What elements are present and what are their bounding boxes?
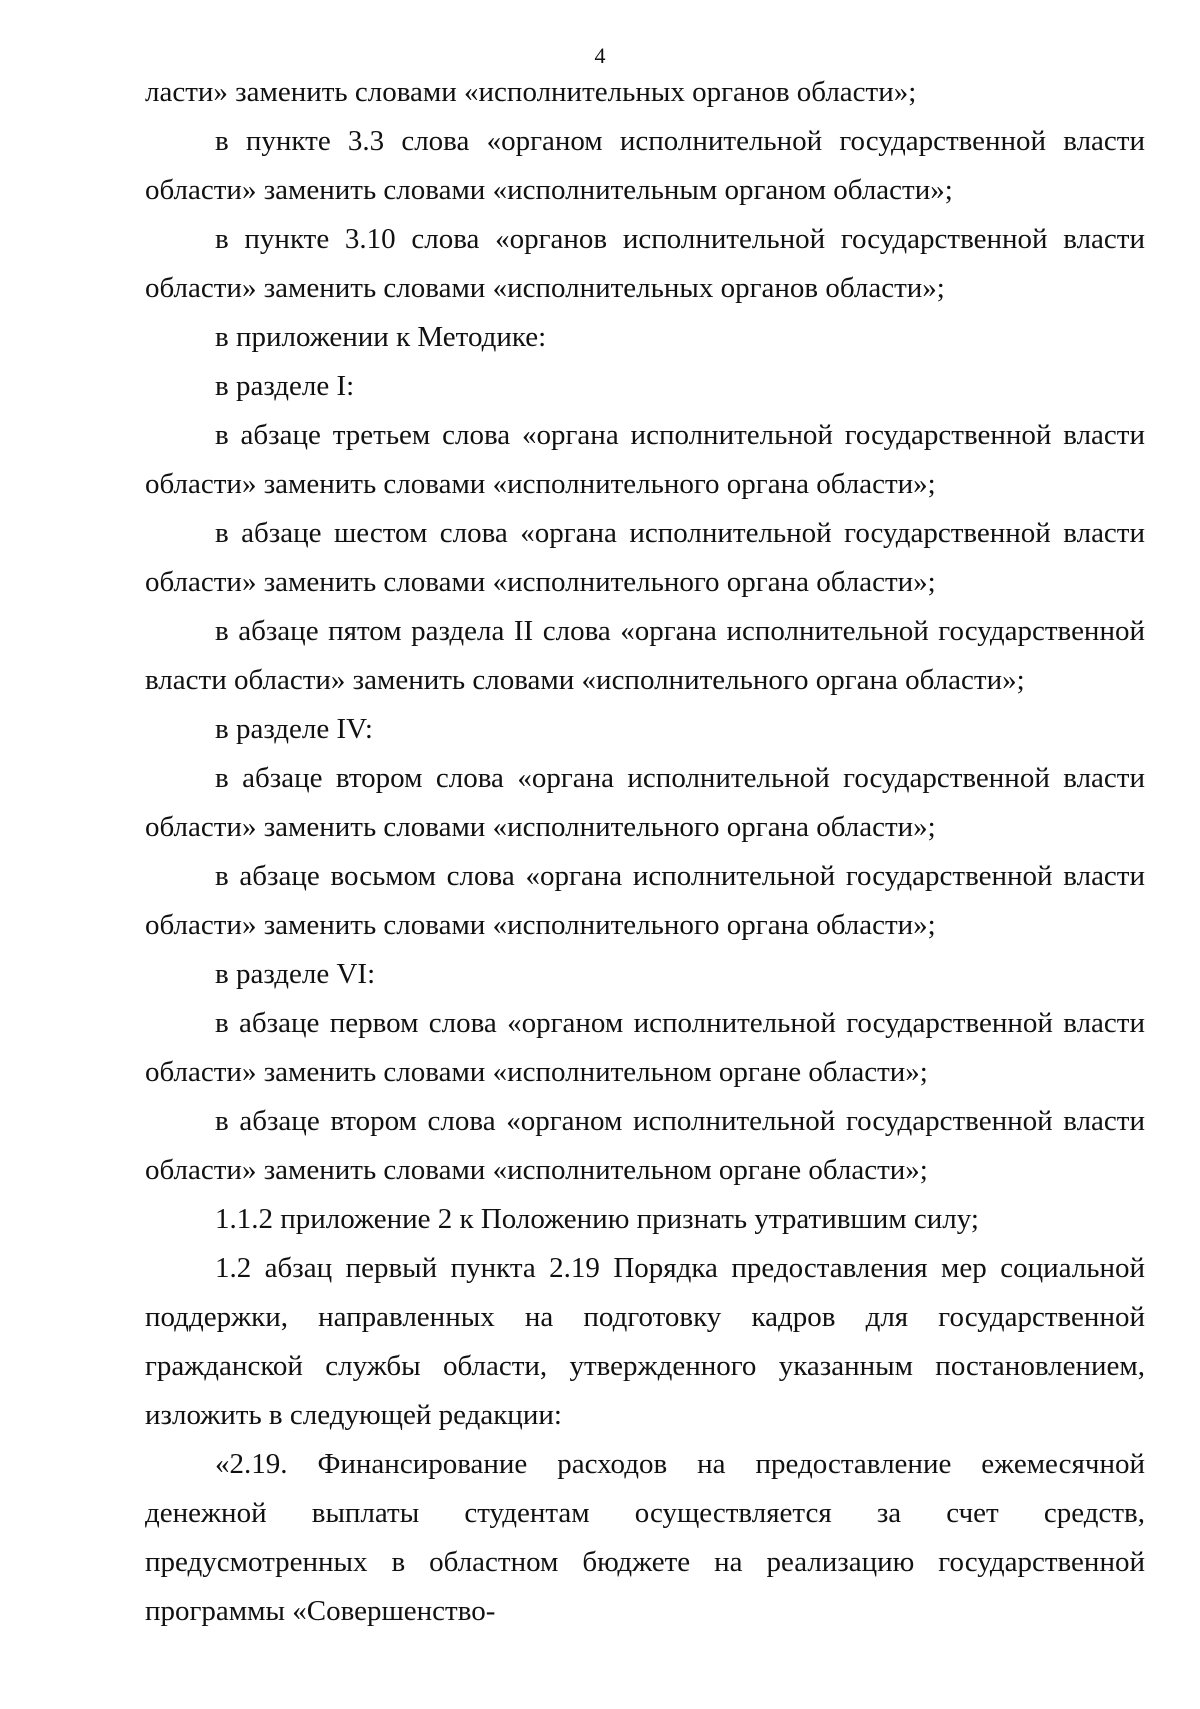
paragraph: в разделе I: <box>215 370 355 402</box>
paragraph: ласти» заменить словами «исполнительных органов области»; <box>145 76 917 108</box>
document-body <box>145 68 1145 1636</box>
paragraph: 1.1.2 приложение 2 к Положению признать утратившим силу; <box>215 1203 979 1235</box>
paragraph: в пункте 3.3 слова «органом исполнительной государственной власти области» заменить словами «исполнительным органом области»; <box>145 125 1145 206</box>
paragraph: 1.2 абзац первый пункта 2.19 Порядка предоставления мер социальной поддержки, направленных на подготовку кадров для государственной гражданской службы области, утвержденного указанным постановлением, изложить в следующей редакции: <box>145 1252 1145 1431</box>
paragraph: «2.19. Финансирование расходов на предоставление ежемесячной денежной выплаты студентам осуществляется за счет средств, предусмотренных в областном бюджете на реализацию государственной программы «Совершенство- <box>145 1448 1145 1627</box>
paragraph: в абзаце шестом слова «органа исполнительной государственной власти области» заменить словами «исполнительного органа области»; <box>145 517 1145 598</box>
paragraph: в абзаце пятом раздела II слова «органа исполнительной государственной власти области» заменить словами «исполнительного органа области»; <box>145 615 1145 696</box>
paragraph: в абзаце первом слова «органом исполнительной государственной власти области» заменить словами «исполнительном органе области»; <box>145 1007 1145 1088</box>
paragraph: в абзаце втором слова «органом исполнительной государственной власти области» заменить словами «исполнительном органе области»; <box>145 1105 1145 1186</box>
page-number: 4 <box>594 43 606 68</box>
paragraph: в приложении к Методике: <box>215 321 547 353</box>
paragraph: в абзаце втором слова «органа исполнительной государственной власти области» заменить словами «исполнительного органа области»; <box>145 762 1145 843</box>
paragraph: в абзаце третьем слова «органа исполнительной государственной власти области» заменить словами «исполнительного органа области»; <box>145 419 1145 500</box>
paragraph: в разделе IV: <box>215 713 373 745</box>
paragraph: в абзаце восьмом слова «органа исполнительной государственной власти области» заменить словами «исполнительного органа области»; <box>145 860 1145 941</box>
paragraph: в пункте 3.10 слова «органов исполнительной государственной власти области» заменить словами «исполнительных органов области»; <box>145 223 1145 304</box>
paragraph: в разделе VI: <box>215 958 376 990</box>
